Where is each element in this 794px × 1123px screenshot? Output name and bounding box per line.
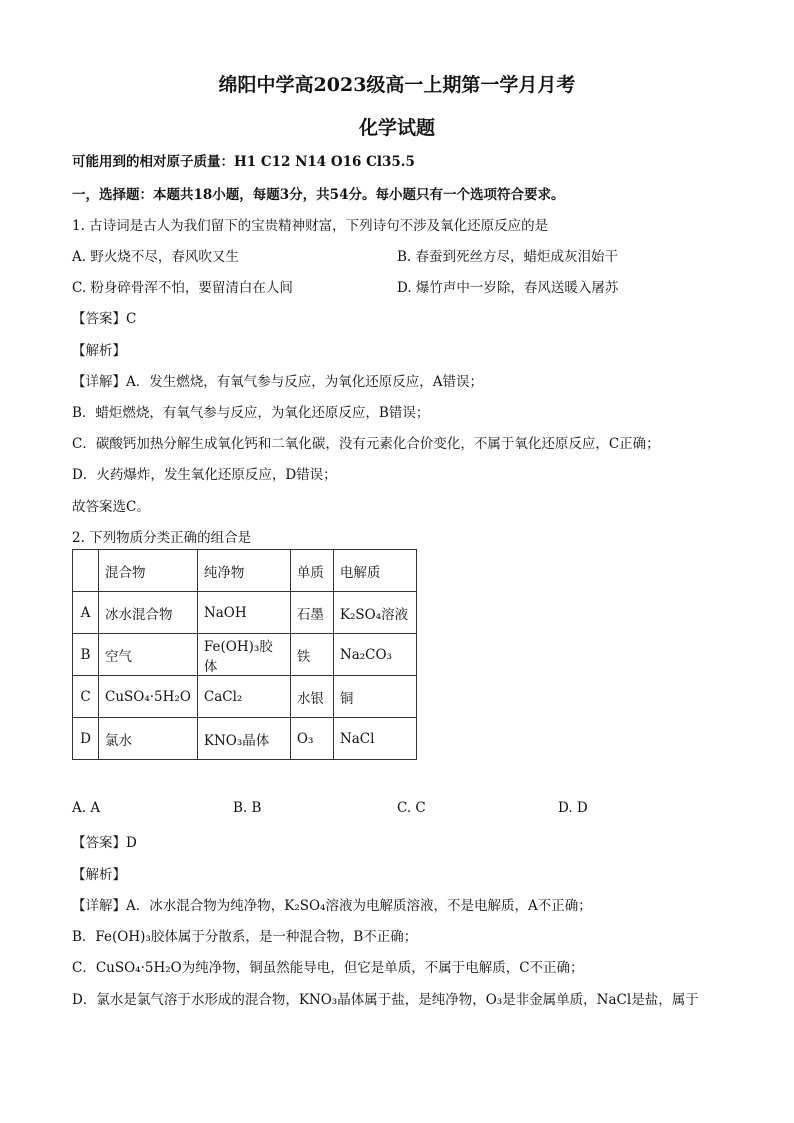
q1-detail-line: C．碳酸钙加热分解生成氧化钙和二氧化碳，没有元素化合价变化，不属于氧化还原反应，C正确； — [72, 436, 660, 452]
table-header-row — [73, 550, 417, 592]
q2-option-a: A. A — [72, 800, 101, 816]
atomic-masses: 可能用到的相对原子质量：H1 C12 N14 O16 Cl35.5 — [72, 154, 415, 170]
table-cell: O₃ — [290, 718, 333, 760]
q1-option-d: D. 爆竹声中一岁除，春风送暖入屠苏 — [397, 280, 619, 296]
q1-option-b: B. 春蚕到死丝方尽，蜡炬成灰泪始干 — [397, 249, 619, 265]
table-row — [73, 676, 417, 718]
q2-detail-line: B．Fe(OH)₃胶体属于分散系，是一种混合物，B不正确； — [72, 929, 418, 945]
q2-analysis-label: 【解析】 — [72, 867, 126, 883]
table-cell: 冰水混合物 — [99, 592, 198, 634]
q2-detail-line: 【详解】A．冰水混合物为纯净物，K₂SO₄溶液为电解质溶液，不是电解质，A不正确； — [72, 898, 592, 914]
table-cell: 石墨 — [290, 592, 333, 634]
table-cell: A — [73, 592, 99, 634]
table-cell: B — [73, 634, 99, 676]
table-cell: 空气 — [99, 634, 198, 676]
q2-detail-line: D．氯水是氯气溶于水形成的混合物，KNO₃晶体属于盐，是纯净物，O₃是非金属单质，NaCl是盐，属于 — [72, 992, 699, 1008]
q1-detail-line: D．火药爆炸，发生氧化还原反应，D错误； — [72, 467, 337, 483]
table-cell: NaOH — [197, 592, 290, 634]
table-cell — [73, 550, 99, 592]
table-row — [73, 634, 417, 676]
table-cell: C — [73, 676, 99, 718]
q1-option-a: A. 野火烧不尽，春风吹又生 — [72, 249, 239, 265]
table-cell: K₂SO₄溶液 — [333, 592, 416, 634]
table-header-cell: 单质 — [290, 550, 333, 592]
q2-option-b: B. B — [233, 800, 262, 816]
q1-detail-line: 故答案选C。 — [72, 499, 150, 515]
table-cell: 铁 — [290, 634, 333, 676]
section-heading: 一，选择题：本题共18小题，每题3分，共54分。每小题只有一个选项符合要求。 — [72, 187, 565, 203]
classification-table — [72, 549, 417, 760]
q2-option-d: D. D — [558, 800, 588, 816]
table-cell: 铜 — [333, 676, 416, 718]
table-header-cell: 混合物 — [99, 550, 198, 592]
table-row — [73, 718, 417, 760]
table-cell: Fe(OH)₃胶体 — [197, 634, 290, 676]
q1-analysis-label: 【解析】 — [72, 343, 126, 359]
q1-stem: 1. 古诗词是古人为我们留下的宝贵精神财富，下列诗句不涉及氧化还原反应的是 — [72, 218, 549, 234]
table-cell: NaCl — [333, 718, 416, 760]
table-header-cell: 纯净物 — [197, 550, 290, 592]
q1-option-c: C. 粉身碎骨浑不怕，要留清白在人间 — [72, 280, 293, 296]
table-header-cell: 电解质 — [333, 550, 416, 592]
table-row — [73, 592, 417, 634]
q2-option-c: C. C — [397, 800, 426, 816]
q2-answer: 【答案】D — [72, 835, 137, 851]
table-cell: CuSO₄·5H₂O — [99, 676, 198, 718]
table-cell: 水银 — [290, 676, 333, 718]
table-cell: CaCl₂ — [197, 676, 290, 718]
table-cell: 氯水 — [99, 718, 198, 760]
table-cell: KNO₃晶体 — [197, 718, 290, 760]
table-cell: Na₂CO₃ — [333, 634, 416, 676]
q2-stem: 2. 下列物质分类正确的组合是 — [72, 530, 252, 546]
table-cell: D — [73, 718, 99, 760]
q1-detail-line: B．蜡炬燃烧，有氧气参与反应，为氧化还原反应，B错误； — [72, 405, 430, 421]
exam-title: 绵阳中学高2023级高一上期第一学月月考 — [218, 74, 576, 96]
q2-detail-line: C．CuSO₄·5H₂O为纯净物，铜虽然能导电，但它是单质，不属于电解质，C不正确； — [72, 960, 584, 976]
q1-detail-line: 【详解】A．发生燃烧，有氧气参与反应，为氧化还原反应，A错误； — [72, 374, 483, 390]
subject-title: 化学试题 — [358, 117, 435, 139]
q1-answer: 【答案】C — [72, 311, 137, 327]
